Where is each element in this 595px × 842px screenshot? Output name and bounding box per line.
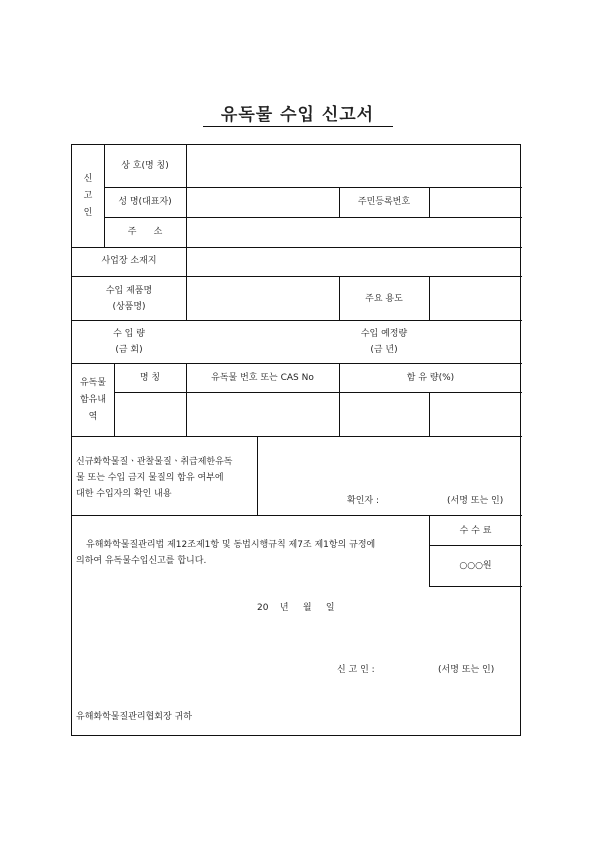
row-divider <box>72 436 522 437</box>
trade-name-label: 상 호(명 칭) <box>121 161 169 171</box>
addressee: 유해화학물질관리협회장 귀하 <box>76 712 192 722</box>
import-qty-label: 수 입 량 <box>113 329 145 339</box>
row-divider <box>72 247 522 248</box>
row-divider <box>114 392 522 393</box>
row-divider <box>72 363 522 364</box>
fee-value: ○○○원 <box>459 561 492 571</box>
row-divider <box>104 217 522 218</box>
confirm-text: 신규화학물질ㆍ관찰물질ㆍ취급제한유독 <box>76 457 233 467</box>
col-divider <box>429 187 430 217</box>
declarant-section-label: 고 <box>83 191 93 201</box>
address-label: 주 소 <box>127 227 163 237</box>
declaration-text: 유해화학물질관리법 제12조제1항 및 동법시행규칙 제7조 제1항의 규정에 <box>86 540 376 550</box>
row-divider <box>72 276 522 277</box>
fee-label: 수 수 료 <box>459 526 492 536</box>
confirm-text: 물 또는 수입 금지 물질의 함유 여부에 <box>76 473 224 483</box>
declaration-date: 20 년 월 일 <box>257 603 335 613</box>
confirmer-label: 확인자 : <box>347 496 379 506</box>
declaration-form <box>71 144 521 736</box>
name-label: 성 명(대표자) <box>118 197 172 207</box>
row-divider <box>72 515 522 516</box>
content-section-label: 함유내 <box>79 395 107 405</box>
declarant-sign-label: 신 고 인 : <box>337 665 375 675</box>
planned-qty-label: 수입 예정량 <box>360 329 408 339</box>
row-divider <box>72 320 522 321</box>
workplace-label: 사업장 소재지 <box>101 256 157 266</box>
col-header-content: 함 유 량(%) <box>406 373 455 383</box>
product-name-label: (상품명) <box>112 302 146 312</box>
confirm-sign-note: (서명 또는 인) <box>447 496 504 506</box>
col-divider <box>257 436 258 515</box>
declarant-sign-note: (서명 또는 인) <box>438 665 495 675</box>
col-divider <box>429 392 430 436</box>
main-use-label: 주요 용도 <box>365 294 403 304</box>
title-underline <box>203 126 393 127</box>
import-qty-label: (금 회) <box>115 345 143 355</box>
col-divider <box>186 145 187 320</box>
content-section-label: 역 <box>88 412 98 422</box>
col-header-name: 명 칭 <box>139 373 161 383</box>
row-divider <box>429 586 522 587</box>
declarant-section-label: 인 <box>83 208 93 218</box>
declaration-text: 의하여 유독물수입신고를 합니다. <box>76 556 207 566</box>
resident-no-label: 주민등록번호 <box>357 197 411 207</box>
row-divider <box>104 187 522 188</box>
confirm-text: 대한 수입자의 확인 내용 <box>76 489 172 499</box>
page-title: 유독물 수입 신고서 <box>220 105 375 125</box>
planned-qty-label: (금 년) <box>370 345 398 355</box>
col-divider <box>429 276 430 320</box>
col-header-cas: 유독물 번호 또는 CAS No <box>211 373 314 383</box>
row-divider <box>429 545 522 546</box>
product-name-label: 수입 제품명 <box>105 286 153 296</box>
declarant-section-label: 신 <box>83 174 93 184</box>
content-section-label: 유독물 <box>79 378 107 388</box>
